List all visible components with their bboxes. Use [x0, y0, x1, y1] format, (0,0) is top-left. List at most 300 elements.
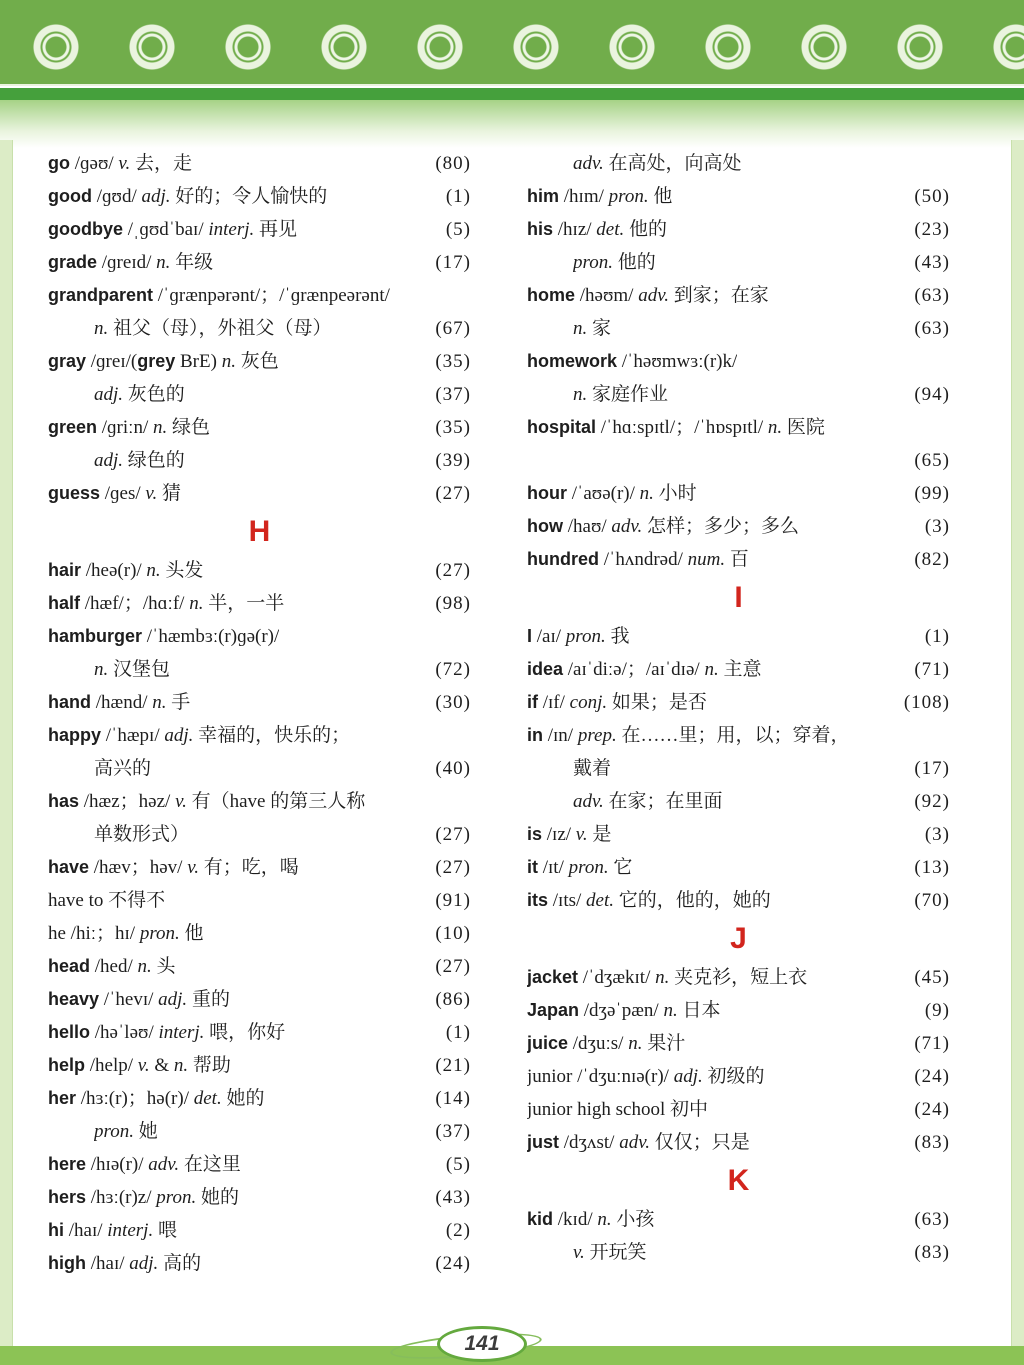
glossary-entry-line	[48, 312, 471, 345]
headword: homework	[527, 351, 618, 371]
entry-segment: 家	[587, 318, 612, 339]
entry-segment: 好的；令人愉快的	[170, 186, 328, 207]
entry-text	[48, 279, 390, 312]
entry-segment: 年级	[170, 252, 214, 273]
entry-text	[94, 818, 189, 851]
pos-label: n.	[137, 956, 152, 977]
entry-text	[527, 994, 720, 1027]
entry-segment: 帮助	[188, 1055, 231, 1076]
glossary-entry-line	[527, 1236, 950, 1269]
entry-segment: 绿色的	[123, 450, 185, 471]
pos-label: n.	[639, 483, 654, 504]
pos-label: conj.	[569, 692, 608, 713]
headword: hand	[48, 692, 91, 712]
entry-segment: /ɡes/	[100, 483, 146, 504]
pos-label: adv.	[148, 1154, 180, 1175]
entry-segment: /hæz；həz/	[79, 791, 176, 812]
right-page-border	[1011, 140, 1024, 1346]
headword: hamburger	[48, 626, 143, 646]
entry-page-ref: (1)	[445, 186, 471, 207]
entry-segment: 重的	[187, 989, 230, 1010]
glossary-entry-line	[527, 1126, 950, 1159]
glossary-entry-line	[527, 719, 950, 752]
entry-text	[527, 719, 849, 752]
entry-segment: 猜	[157, 483, 181, 504]
glossary-entry-line	[48, 246, 471, 279]
entry-segment: 他的	[612, 252, 656, 273]
entry-segment: 灰色	[235, 351, 279, 372]
entry-segment: /ˈhəʊmwɜː(r)k/	[617, 351, 738, 372]
entry-segment: /ɡəʊ/	[70, 153, 119, 174]
headword: hers	[48, 1187, 87, 1207]
entry-text	[48, 587, 284, 620]
glossary-entry-line	[48, 1148, 471, 1181]
glossary-entry-line	[48, 1115, 471, 1148]
entry-segment: 仅仅；只是	[649, 1132, 750, 1153]
entry-segment: /dʒʌst/	[559, 1132, 620, 1153]
entry-segment: /ˈaʊə(r)/	[567, 483, 640, 504]
entry-text	[48, 180, 327, 213]
entry-segment: 头	[151, 956, 176, 977]
entry-page-ref: (27)	[435, 857, 471, 878]
glossary-entry-line	[48, 950, 471, 983]
entry-text	[527, 1060, 764, 1093]
glossary-entry-line	[527, 1027, 950, 1060]
headword: hello	[48, 1022, 91, 1042]
entry-segment: 在这里	[179, 1154, 241, 1175]
entry-segment: 她	[133, 1121, 158, 1142]
pos-label: adv.	[611, 516, 643, 537]
entry-segment: /hɪə(r)/	[86, 1154, 149, 1175]
headword: Japan	[527, 1000, 580, 1020]
entry-text	[573, 1236, 647, 1269]
headword: hair	[48, 560, 82, 580]
pos-label: interj.	[208, 219, 255, 240]
entry-segment: /ˈhæmbɜː(r)ɡə(r)/	[142, 626, 280, 647]
entry-segment: 百	[725, 549, 749, 570]
entry-text	[527, 653, 761, 686]
entry-segment: 主意	[718, 659, 762, 680]
pos-label: pron.	[608, 186, 649, 207]
entry-segment: 它的，他的，她的	[614, 890, 771, 911]
glossary-entry-line	[527, 312, 950, 345]
glossary-entry-line	[527, 147, 950, 180]
headword: hospital	[527, 417, 597, 437]
entry-text	[48, 1082, 264, 1115]
entry-segment: /aɪ/	[532, 626, 566, 647]
entry-segment: /kɪd/	[553, 1209, 598, 1230]
glossary-column-right	[527, 147, 950, 1280]
entry-page-ref: (23)	[914, 219, 950, 240]
glossary-entry-line	[48, 554, 471, 587]
entry-page-ref: (98)	[435, 593, 471, 614]
entry-segment: 家庭作业	[587, 384, 669, 405]
entry-segment: 再见	[254, 219, 298, 240]
glossary-entry-line	[527, 653, 950, 686]
glossary-entry-line	[48, 345, 471, 378]
entry-page-ref: (3)	[924, 824, 950, 845]
entry-page-ref: (17)	[435, 252, 471, 273]
entry-page-ref: (1)	[445, 1022, 471, 1043]
entry-text	[48, 1247, 201, 1280]
entry-text	[527, 1126, 750, 1159]
entry-page-ref: (30)	[435, 692, 471, 713]
entry-segment: /ɪz/	[542, 824, 576, 845]
entry-page-ref: (80)	[435, 153, 471, 174]
entry-text	[94, 752, 151, 785]
entry-page-ref: (2)	[445, 1220, 471, 1241]
glossary-entry-line	[527, 279, 950, 312]
entry-segment: 幸福的，快乐的；	[193, 725, 351, 746]
entry-text	[527, 411, 825, 444]
entry-segment: /ˈhʌndrəd/	[599, 549, 688, 570]
headword: home	[527, 285, 576, 305]
entry-text	[48, 1049, 231, 1082]
headword: has	[48, 791, 80, 811]
glossary-entry-line	[527, 818, 950, 851]
entry-page-ref: (45)	[914, 967, 950, 988]
entry-text	[48, 213, 297, 246]
entry-segment: /ɪts/	[548, 890, 587, 911]
entry-text	[48, 1016, 285, 1049]
glossary-entry-line	[527, 378, 950, 411]
glossary-entry-line	[527, 213, 950, 246]
entry-text	[527, 961, 807, 994]
entry-segment: /hed/	[90, 956, 138, 977]
glossary-entry-line	[48, 983, 471, 1016]
headword: how	[527, 516, 563, 536]
entry-text	[48, 719, 350, 752]
page-number-badge	[437, 1326, 527, 1362]
pos-label: v.	[573, 1242, 585, 1263]
glossary-entry-line	[48, 686, 471, 719]
entry-text	[527, 851, 632, 884]
entry-page-ref: (50)	[914, 186, 950, 207]
pos-label: pron.	[568, 857, 609, 878]
entry-segment: 半，一半	[203, 593, 285, 614]
entry-page-ref: (86)	[435, 989, 471, 1010]
entry-page-ref: (39)	[435, 450, 471, 471]
pos-label: v.	[118, 153, 131, 174]
entry-page-ref: (3)	[924, 516, 950, 537]
entry-text	[94, 1115, 158, 1148]
headword: grade	[48, 252, 98, 272]
entry-page-ref: (63)	[914, 318, 950, 339]
headword: him	[527, 186, 560, 206]
headword: guess	[48, 483, 101, 503]
entry-segment: 初级的	[702, 1066, 765, 1087]
entry-segment: 她的	[221, 1088, 265, 1109]
entry-segment: 高的	[158, 1253, 202, 1274]
pos-label: v.	[145, 483, 158, 504]
entry-segment: /ɡriːn/	[97, 417, 153, 438]
headword: have	[48, 857, 90, 877]
entry-text	[48, 950, 176, 983]
entry-text	[527, 620, 630, 653]
glossary-entry-line	[527, 444, 950, 477]
section-letter-heading-i: I	[734, 581, 743, 614]
entry-segment: /hæf/；/hɑːf/	[80, 593, 190, 614]
entry-page-ref: (27)	[435, 483, 471, 504]
headword: his	[527, 219, 554, 239]
entry-text	[48, 554, 203, 587]
headword: goodbye	[48, 219, 123, 239]
entry-segment: BrE)	[175, 351, 222, 372]
entry-text	[94, 653, 170, 686]
glossary-entry-line	[48, 1181, 471, 1214]
entry-text	[527, 884, 771, 917]
glossary-entry-line	[48, 752, 471, 785]
entry-text	[527, 345, 737, 378]
glossary-entry-line	[48, 719, 471, 752]
entry-page-ref: (71)	[914, 1033, 950, 1054]
entry-text	[527, 1203, 654, 1236]
entry-segment: 去，走	[130, 153, 192, 174]
glossary-column-left	[48, 147, 471, 1280]
entry-page-ref: (37)	[435, 1121, 471, 1142]
headword: jacket	[527, 967, 579, 987]
pos-label: v.	[575, 824, 588, 845]
entry-page-ref: (24)	[914, 1066, 950, 1087]
entry-page-ref: (92)	[914, 791, 950, 812]
entry-page-ref: (94)	[914, 384, 950, 405]
pos-label: adj.	[164, 725, 194, 746]
entry-text	[48, 147, 192, 180]
headword: happy	[48, 725, 102, 745]
entry-segment: 祖父（母），外祖父（母）	[108, 318, 332, 339]
entry-text	[573, 246, 656, 279]
pos-label: det.	[586, 890, 614, 911]
entry-text	[573, 378, 668, 411]
entry-page-ref: (10)	[435, 923, 471, 944]
entry-segment: 怎样；多少；多么	[642, 516, 799, 537]
entry-segment: /ɪf/	[538, 692, 570, 713]
glossary-entry-line	[48, 378, 471, 411]
pos-label: n.	[704, 659, 719, 680]
headword: go	[48, 153, 70, 173]
headword: it	[527, 857, 538, 877]
pos-label: adj.	[158, 989, 188, 1010]
entry-segment: /help/	[85, 1055, 138, 1076]
pos-label: interj.	[158, 1022, 205, 1043]
entry-page-ref: (14)	[435, 1088, 471, 1109]
pos-label: pron.	[156, 1187, 197, 1208]
entry-segment: 日本	[677, 1000, 721, 1021]
entry-segment: 单数形式）	[94, 824, 190, 845]
entry-page-ref: (5)	[445, 219, 471, 240]
entry-page-ref: (40)	[435, 758, 471, 779]
section-letter-heading-k: K	[727, 1164, 750, 1197]
entry-page-ref: (27)	[435, 560, 471, 581]
glossary-entry-line	[527, 180, 950, 213]
entry-page-ref: (37)	[435, 384, 471, 405]
entry-page-ref: (82)	[914, 549, 950, 570]
pos-label: n.	[628, 1033, 643, 1054]
entry-segment: /dʒuːs/	[568, 1033, 629, 1054]
entry-segment: 我	[605, 626, 630, 647]
glossary-entry-line	[48, 1214, 471, 1247]
entry-segment: /ˈdʒækɪt/	[578, 967, 656, 988]
headword: half	[48, 593, 81, 613]
entry-segment: 小孩	[611, 1209, 655, 1230]
entry-page-ref: (71)	[914, 659, 950, 680]
entry-page-ref: (63)	[914, 1209, 950, 1230]
pos-label: n.	[655, 967, 670, 988]
top-border-dark-band	[0, 88, 1024, 100]
entry-text	[573, 752, 611, 785]
glossary-entry-line	[48, 653, 471, 686]
headword: help	[48, 1055, 86, 1075]
entry-page-ref: (13)	[914, 857, 950, 878]
entry-segment: 喂	[153, 1220, 177, 1241]
pos-label: pron.	[94, 1121, 134, 1142]
entry-text	[527, 279, 769, 312]
entry-segment: /haɪ/	[86, 1253, 130, 1274]
entry-text	[573, 147, 742, 180]
entry-segment: /ɡreɪ/(	[86, 351, 138, 372]
entry-segment: /ˈhevɪ/	[99, 989, 159, 1010]
glossary-entry-line	[527, 345, 950, 378]
entry-segment: /həˈləʊ/	[90, 1022, 159, 1043]
pos-label: v.	[175, 791, 187, 812]
entry-text	[48, 477, 181, 510]
headword: in	[527, 725, 543, 745]
entry-page-ref: (91)	[435, 890, 471, 911]
left-page-border	[0, 140, 13, 1346]
glossary-entry-line	[527, 961, 950, 994]
pos-label: interj.	[107, 1220, 154, 1241]
entry-page-ref: (83)	[914, 1132, 950, 1153]
pos-label: adv.	[638, 285, 669, 306]
entry-segment: /hænd/	[91, 692, 153, 713]
glossary-entry-line	[527, 477, 950, 510]
top-border-fade	[0, 100, 1024, 148]
entry-segment: 它	[608, 857, 633, 878]
entry-segment: 医院	[782, 417, 825, 438]
glossary-entry-line	[527, 620, 950, 653]
pos-label: adj.	[129, 1253, 159, 1274]
entry-segment: /ɪn/	[543, 725, 578, 746]
headword: her	[48, 1088, 77, 1108]
entry-segment: /həʊm/	[575, 285, 639, 306]
glossary-entry-line	[48, 213, 471, 246]
entry-text	[48, 983, 230, 1016]
entry-segment: 在……里；用，以；穿着，	[616, 725, 850, 746]
entry-segment: /ɪt/	[538, 857, 569, 878]
pos-label: adv.	[573, 153, 604, 174]
entry-page-ref: (43)	[914, 252, 950, 273]
entry-segment: he /hiː；hɪ/	[48, 923, 140, 944]
entry-page-ref: (24)	[914, 1099, 950, 1120]
pos-label: n.	[597, 1209, 612, 1230]
entry-text	[94, 312, 332, 345]
entry-segment: 开玩笑	[584, 1242, 647, 1263]
entry-page-ref: (35)	[435, 351, 471, 372]
entry-segment: have to 不得不	[48, 890, 166, 911]
pos-label: pron.	[565, 626, 606, 647]
entry-page-ref: (83)	[914, 1242, 950, 1263]
headword: juice	[527, 1033, 569, 1053]
pos-label: prep.	[577, 725, 617, 746]
entry-text	[48, 785, 365, 818]
glossary-entry-line	[48, 917, 471, 950]
headword: here	[48, 1154, 87, 1174]
glossary-entry-line	[48, 1082, 471, 1115]
entry-segment: 灰色的	[123, 384, 185, 405]
pos-label: num.	[687, 549, 726, 570]
pos-label: n.	[94, 659, 109, 680]
headword: green	[48, 417, 98, 437]
entry-segment: /hɜː(r)z/	[86, 1187, 157, 1208]
page-number: 141	[464, 1332, 500, 1355]
entry-text	[527, 818, 611, 851]
entry-segment: 绿色	[167, 417, 210, 438]
pos-label: adv.	[619, 1132, 650, 1153]
pos-label: adj.	[673, 1066, 703, 1087]
entry-segment: /heə(r)/	[81, 560, 147, 581]
glossary-entry-line	[527, 411, 950, 444]
section-letter-heading-h: H	[248, 515, 271, 548]
pos-label: n.	[156, 252, 171, 273]
entry-page-ref: (63)	[914, 285, 950, 306]
headword: kid	[527, 1209, 554, 1229]
entry-segment: 汉堡包	[108, 659, 171, 680]
entry-segment: junior /ˈdʒuːnɪə(r)/	[527, 1066, 674, 1087]
entry-text	[48, 1181, 239, 1214]
entry-page-ref: (43)	[435, 1187, 471, 1208]
section-letter-heading-j: J	[730, 922, 747, 955]
entry-text	[527, 1027, 685, 1060]
entry-segment: /aɪˈdiːə/；/aɪˈdɪə/	[563, 659, 705, 680]
pos-label: n.	[173, 1055, 189, 1076]
glossary-entry-line	[527, 510, 950, 543]
glossary-entry-line	[527, 1203, 950, 1236]
glossary-entry-line	[527, 785, 950, 818]
entry-segment: /haɪ/	[64, 1220, 108, 1241]
entry-page-ref: (67)	[435, 318, 471, 339]
pos-label: v.	[187, 857, 199, 878]
glossary-entry-line	[48, 851, 471, 884]
entry-text	[48, 1148, 241, 1181]
entry-page-ref: (70)	[914, 890, 950, 911]
entry-text	[48, 686, 190, 719]
entry-segment: 有（have 的第三人称	[186, 791, 366, 812]
pos-label: adj.	[94, 384, 124, 405]
glossary-entry-line	[527, 1060, 950, 1093]
pos-label: n.	[573, 384, 588, 405]
entry-segment: 手	[166, 692, 191, 713]
entry-text	[573, 312, 611, 345]
entry-text	[48, 884, 165, 917]
entry-segment: 到家；在家	[669, 285, 769, 306]
entry-segment: junior high school 初中	[527, 1099, 709, 1120]
glossary-entry-line	[48, 477, 471, 510]
headword: I	[527, 626, 533, 646]
entry-segment: /ɡreɪd/	[97, 252, 157, 273]
headword: hundred	[527, 549, 599, 569]
entry-segment: /hæv；həv/	[89, 857, 188, 878]
entry-segment: /haʊ/	[563, 516, 612, 537]
entry-segment: /hɪm/	[559, 186, 609, 207]
glossary-content	[48, 147, 950, 1280]
glossary-entry-line	[48, 411, 471, 444]
headword: just	[527, 1132, 560, 1152]
entry-segment: 在高处，向高处	[603, 153, 742, 174]
entry-text	[48, 246, 213, 279]
entry-segment: 她的	[196, 1187, 239, 1208]
entry-segment: 果汁	[642, 1033, 686, 1054]
headword: is	[527, 824, 543, 844]
